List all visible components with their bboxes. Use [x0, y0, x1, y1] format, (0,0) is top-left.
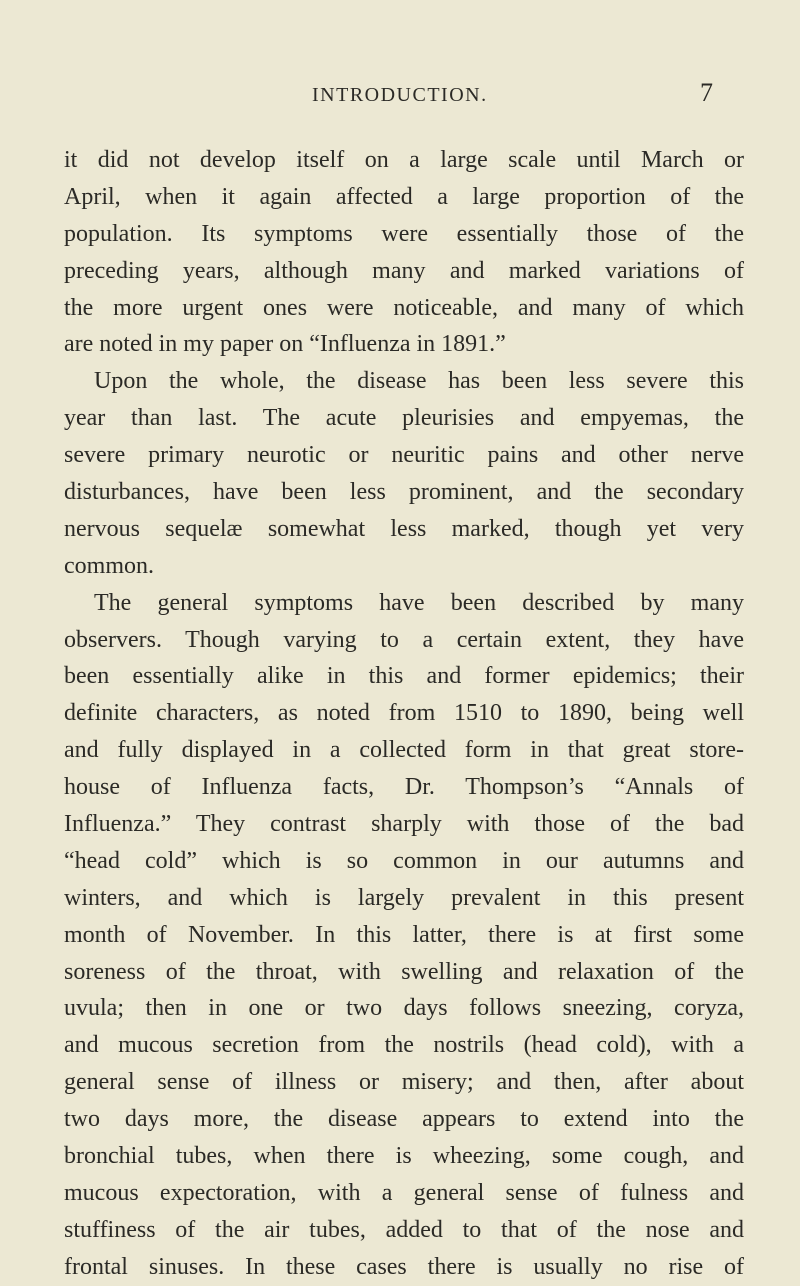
- text-line: house of Influenza facts, Dr. Thompson’s “Annals of: [64, 774, 744, 801]
- text-line: The general symptoms have been described by many: [94, 589, 744, 616]
- text-line: and fully displayed in a collected form in that great store-: [64, 737, 744, 764]
- text-line: Upon the whole, the disease has been less severe this: [94, 368, 744, 395]
- text-line: month of November. In this latter, there is at first some: [64, 921, 744, 948]
- text-line: the more urgent ones were noticeable, and many of which: [64, 294, 744, 321]
- text-line: are noted in my paper on “Influenza in 1891.”: [64, 331, 506, 358]
- text-line: common.: [64, 552, 154, 579]
- text-line: winters, and which is largely prevalent in this present: [64, 884, 744, 911]
- text-line: severe primary neurotic or neuritic pains and other nerve: [64, 442, 744, 469]
- text-line: and mucous secretion from the nostrils (head cold), with a: [64, 1032, 744, 1059]
- text-line: frontal sinuses. In these cases there is usually no rise of: [64, 1253, 744, 1280]
- body-text: [64, 142, 744, 1286]
- text-line: nervous sequelæ somewhat less marked, though yet very: [64, 515, 744, 542]
- text-line: “head cold” which is so common in our autumns and: [64, 847, 744, 874]
- text-line: definite characters, as noted from 1510 to 1890, being well: [64, 700, 744, 727]
- text-line: it did not develop itself on a large scale until March or: [64, 147, 744, 173]
- text-line: two days more, the disease appears to extend into the: [64, 1106, 744, 1133]
- text-line: year than last. The acute pleurisies and empyemas, the: [64, 405, 744, 432]
- text-line: population. Its symptoms were essentially those of the: [64, 220, 744, 247]
- text-line: uvula; then in one or two days follows sneezing, coryza,: [64, 995, 744, 1022]
- page-number: 7: [700, 78, 713, 107]
- text-line: bronchial tubes, when there is wheezing, some cough, and: [64, 1143, 744, 1170]
- text-line: preceding years, although many and marked variations of: [64, 257, 744, 284]
- text-line: soreness of the throat, with swelling and relaxation of the: [64, 958, 744, 985]
- text-line: observers. Though varying to a certain extent, they have: [64, 626, 744, 653]
- text-line: been essentially alike in this and former epidemics; their: [64, 663, 744, 690]
- text-line: stuffiness of the air tubes, added to that of the nose and: [64, 1216, 744, 1243]
- text-line: disturbances, have been less prominent, and the secondary: [64, 479, 744, 506]
- running-head: INTRODUCTION.: [312, 84, 488, 106]
- text-line: general sense of illness or misery; and then, after about: [64, 1069, 744, 1096]
- text-line: April, when it again affected a large proportion of the: [64, 183, 744, 210]
- text-line: Influenza.” They contrast sharply with those of the bad: [64, 811, 744, 838]
- text-line: mucous expectoration, with a general sense of fulness and: [64, 1179, 744, 1206]
